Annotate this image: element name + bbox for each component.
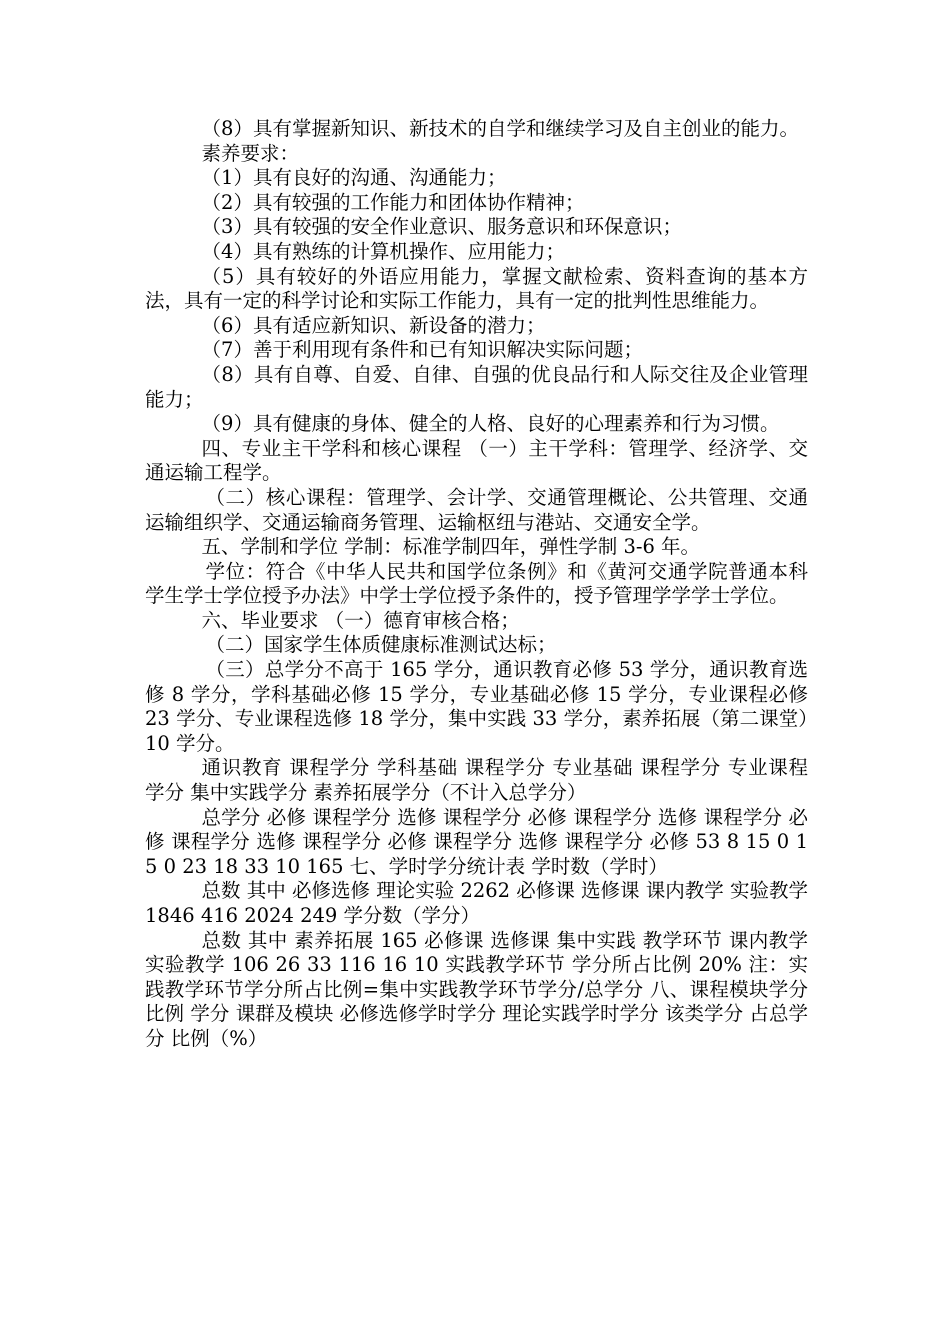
- paragraph-degree: 学位：符合《中华人民共和国学位条例》和《黄河交通学院普通本科学生学士学位授予办法》中学士学位授予条件的，授予管理学学学士学位。: [145, 559, 808, 608]
- paragraph-graduation-2: （二）国家学生体质健康标准测试达标；: [205, 633, 557, 657]
- paragraph-ability-8: （8）具有掌握新知识、新技术的自学和继续学习及自主创业的能力。: [201, 117, 799, 140]
- paragraph-literacy-5: （5）具有较好的外语应用能力，掌握文献检索、资料查询的基本方法，具有一定的科学讨论和实际工作能力，具有一定的批判性思维能力。: [145, 264, 808, 313]
- paragraph-credit-table-body: 总学分 必修 课程学分 选修 课程学分 必修 课程学分 选修 课程学分 必修 课程学分 选修 课程学分 必修 课程学分 选修 课程学分 必修 53 8 15 0 15 0 23 18 33 10 165 七、学时学分统计表 学时数（学时）: [145, 805, 808, 878]
- paragraph-literacy-4: （4）具有熟练的计算机操作、应用能力；: [201, 239, 565, 263]
- paragraph-credits-table: 总数 其中 素养拓展 165 必修课 选修课 集中实践 教学环节 课内教学 实验教学 106 26 33 116 16 10 实践教学环节 学分所占比例 20% 注：实践教学环节学分所占比例=集中实践教学环节学分/总学分 八、课程模块学分比例 学分 课群及模块 必修选修学时学分 理论实践学时学分 该类学分 占总学分 比例（%）: [145, 928, 808, 1050]
- document-body: [145, 117, 808, 1052]
- paragraph-section-5-schooling: 五、学制和学位 学制：标准学制四年，弹性学制 3-6 年。: [201, 535, 701, 559]
- paragraph-literacy-6: （6）具有适应新知识、新设备的潜力；: [201, 313, 546, 337]
- paragraph-core-courses: （二）核心课程：管理学、会计学、交通管理概论、公共管理、交通运输组织学、交通运输商务管理、运输枢纽与港站、交通安全学。: [145, 485, 808, 534]
- paragraph-literacy-1: （1）具有良好的沟通、沟通能力；: [201, 166, 507, 190]
- paragraph-literacy-9: （9）具有健康的身体、健全的人格、良好的心理素养和行为习惯。: [201, 412, 780, 436]
- paragraph-credit-table-header: 通识教育 课程学分 学科基础 课程学分 专业基础 课程学分 专业课程 学分 集中实践学分 素养拓展学分（不计入总学分）: [145, 756, 808, 805]
- paragraph-section-4-disciplines: 四、专业主干学科和核心课程 （一）主干学科：管理学、经济学、交通运输工程学。: [145, 436, 808, 485]
- paragraph-literacy-heading: 素养要求：: [201, 141, 300, 165]
- paragraph-graduation-3: （三）总学分不高于 165 学分，通识教育必修 53 学分，通识教育选修 8 学分，学科基础必修 15 学分，专业基础必修 15 学分，专业课程必修 23 学分、专业课程选修 18 学分，集中实践 33 学分，素养拓展（第二课堂）10 学分。: [145, 658, 808, 755]
- paragraph-hours-table: 总数 其中 必修选修 理论实验 2262 必修课 选修课 课内教学 实验教学 1846 416 2024 249 学分数（学分）: [145, 879, 808, 927]
- paragraph-literacy-8: （8）具有自尊、自爱、自律、自强的优良品行和人际交往及企业管理能力；: [145, 362, 808, 411]
- paragraph-section-6-graduation: 六、毕业要求 （一）德育审核合格；: [201, 608, 520, 632]
- paragraph-literacy-7: （7）善于利用现有条件和已有知识解决实际问题；: [201, 338, 643, 362]
- paragraph-literacy-2: （2）具有较强的工作能力和团体协作精神；: [201, 190, 585, 214]
- paragraph-literacy-3: （3）具有较强的安全作业意识、服务意识和环保意识；: [201, 215, 682, 239]
